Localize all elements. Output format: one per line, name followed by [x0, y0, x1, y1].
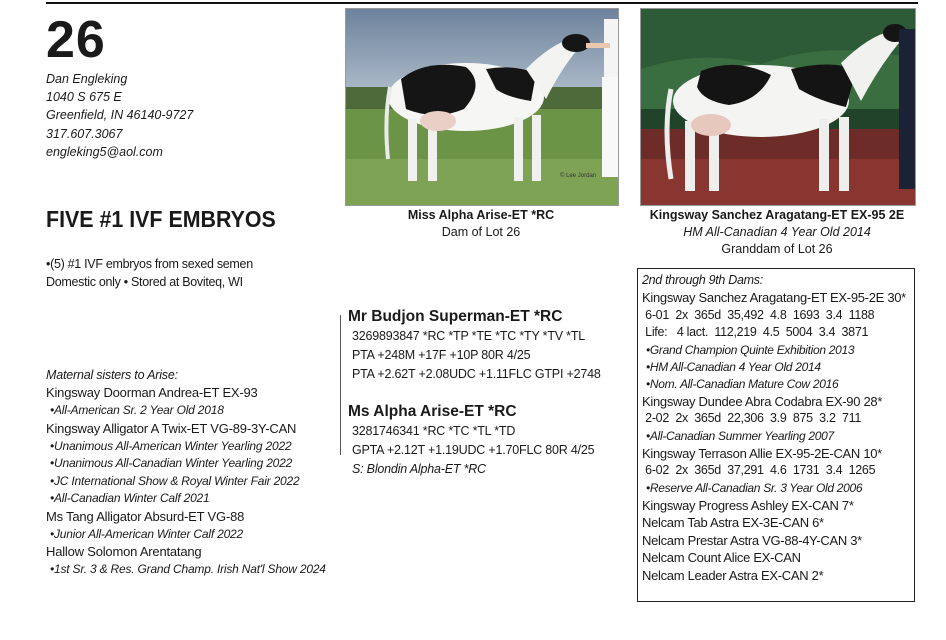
dam-sire-line: S: Blondin Alpha-ET *RC [352, 462, 486, 476]
dam-name: Ms Alpha Arise-ET *RC [348, 403, 517, 420]
ancestor-name: Nelcam Leader Astra EX-CAN 2* [642, 567, 824, 583]
sire-line: PTA +248M +17F +10P 80R 4/25 [352, 348, 531, 362]
dam-line: 3281746341 *RC *TC *TL *TD [352, 424, 516, 438]
sire-block [348, 307, 628, 384]
detail-line: Domestic only • Stored at Boviteq, WI [46, 275, 243, 289]
dams-box-list [642, 289, 914, 584]
sister-award: •Junior All-American Winter Calf 2022 [50, 526, 243, 541]
sire-name: Mr Budjon Superman-ET *RC [348, 308, 563, 325]
detail-line: •(5) #1 IVF embryos from sexed semen [46, 257, 253, 271]
ancestor-award: •Grand Champion Quinte Exhibition 2013 [646, 342, 855, 357]
ancestor-name: Kingsway Progress Ashley EX-CAN 7* [642, 497, 854, 513]
dam-photo-name: Miss Alpha Arise-ET *RC [407, 208, 555, 222]
dam-cow-image [346, 9, 618, 205]
ancestor-name: Nelcam Prestar Astra VG-88-4Y-CAN 3* [642, 532, 862, 548]
ancestor-name: Kingsway Terrason Allie EX-95-2E-CAN 10* [642, 445, 882, 461]
ancestor-award: •Reserve All-Canadian Sr. 3 Year Old 2006 [646, 480, 863, 495]
consignor-phone: 317.607.3067 [46, 126, 123, 141]
production-record: 6-02 2x 365d 37,291 4.6 1731 3.4 1265 [642, 463, 876, 477]
lot-number: 26 [46, 11, 106, 69]
dams-box [637, 268, 915, 602]
granddam-photo [640, 8, 916, 206]
lot-details [46, 255, 253, 291]
granddam-photo-relation: Granddam of Lot 26 [721, 242, 833, 256]
photo-credit: © Lee Jordan [560, 173, 597, 179]
sister-award: •Unanimous All-Canadian Winter Yearling 2022 [50, 456, 293, 470]
ancestor-name: Kingsway Sanchez Aragatang-ET EX-95-2E 30* [642, 290, 906, 305]
sister-name: Kingsway Doorman Andrea-ET EX-93 [46, 385, 258, 400]
consignor-name: Dan Engleking [46, 72, 128, 86]
granddam-photo-name: Kingsway Sanchez Aragatang-ET EX-95 2E [649, 208, 905, 222]
dams-box-header: 2nd through 9th Dams: [642, 273, 763, 287]
maternal-sisters-header: Maternal sisters to Arise: [46, 368, 178, 382]
sister-award: •1st Sr. 3 & Res. Grand Champ. Irish Nat'l Show 2024 [50, 562, 326, 576]
dam-photo [345, 8, 619, 206]
consignor-email: engleking5@aol.com [46, 144, 163, 159]
maternal-sisters [46, 366, 346, 579]
dam-block [348, 402, 628, 479]
dam-photo-caption [345, 207, 617, 241]
ancestor-name: Kingsway Dundee Abra Codabra EX-90 28* [642, 393, 883, 409]
ancestor-award: •HM All-Canadian 4 Year Old 2014 [646, 359, 821, 374]
sire-line: PTA +2.62T +2.08UDC +1.11FLC GTPI +2748 [352, 367, 601, 381]
dam-line: GPTA +2.12T +1.19UDC +1.70FLC 80R 4/25 [352, 443, 595, 457]
ancestor-name: Nelcam Tab Astra EX-3E-CAN 6* [642, 515, 824, 530]
sister-award: •All-American Sr. 2 Year Old 2018 [50, 403, 224, 417]
consignor-contact [46, 70, 193, 161]
production-record: 2-02 2x 365d 22,306 3.9 875 3.2 711 [642, 411, 861, 425]
consignor-street: 1040 S 675 E [46, 90, 122, 105]
maternal-sisters-list [46, 384, 346, 579]
granddam-photo-award: HM All-Canadian 4 Year Old 2014 [683, 225, 871, 239]
top-rule [46, 2, 918, 4]
sister-name: Ms Tang Alligator Absurd-ET VG-88 [46, 508, 245, 524]
sister-name: Hallow Solomon Arentatang [46, 544, 202, 559]
ancestor-award: •Nom. All-Canadian Mature Cow 2016 [646, 376, 839, 391]
sister-award: •All-Canadian Winter Calf 2021 [50, 491, 210, 505]
ancestor-name: Nelcam Count Alice EX-CAN [642, 550, 801, 565]
ancestor-award: •All-Canadian Summer Yearling 2007 [646, 428, 834, 443]
sire-line: 3269893847 *RC *TP *TE *TC *TY *TV *TL [352, 329, 586, 343]
granddam-cow-image [641, 9, 915, 205]
dam-photo-relation: Dam of Lot 26 [441, 225, 521, 239]
consignor-city: Greenfield, IN 46140-9727 [46, 108, 194, 123]
production-record: 6-01 2x 365d 35,492 4.8 1693 3.4 1188 [642, 307, 875, 322]
granddam-photo-caption [632, 207, 922, 258]
production-record: Life: 4 lact. 112,219 4.5 5004 3.4 3871 [642, 325, 869, 339]
sister-award: •Unanimous All-American Winter Yearling 2022 [50, 438, 292, 453]
sister-name: Kingsway Alligator A Twix-ET VG-89-3Y-CAN [46, 420, 297, 436]
sister-award: •JC International Show & Royal Winter Fair 2022 [50, 473, 300, 488]
lot-headline: FIVE #1 IVF EMBRYOS [46, 206, 276, 232]
